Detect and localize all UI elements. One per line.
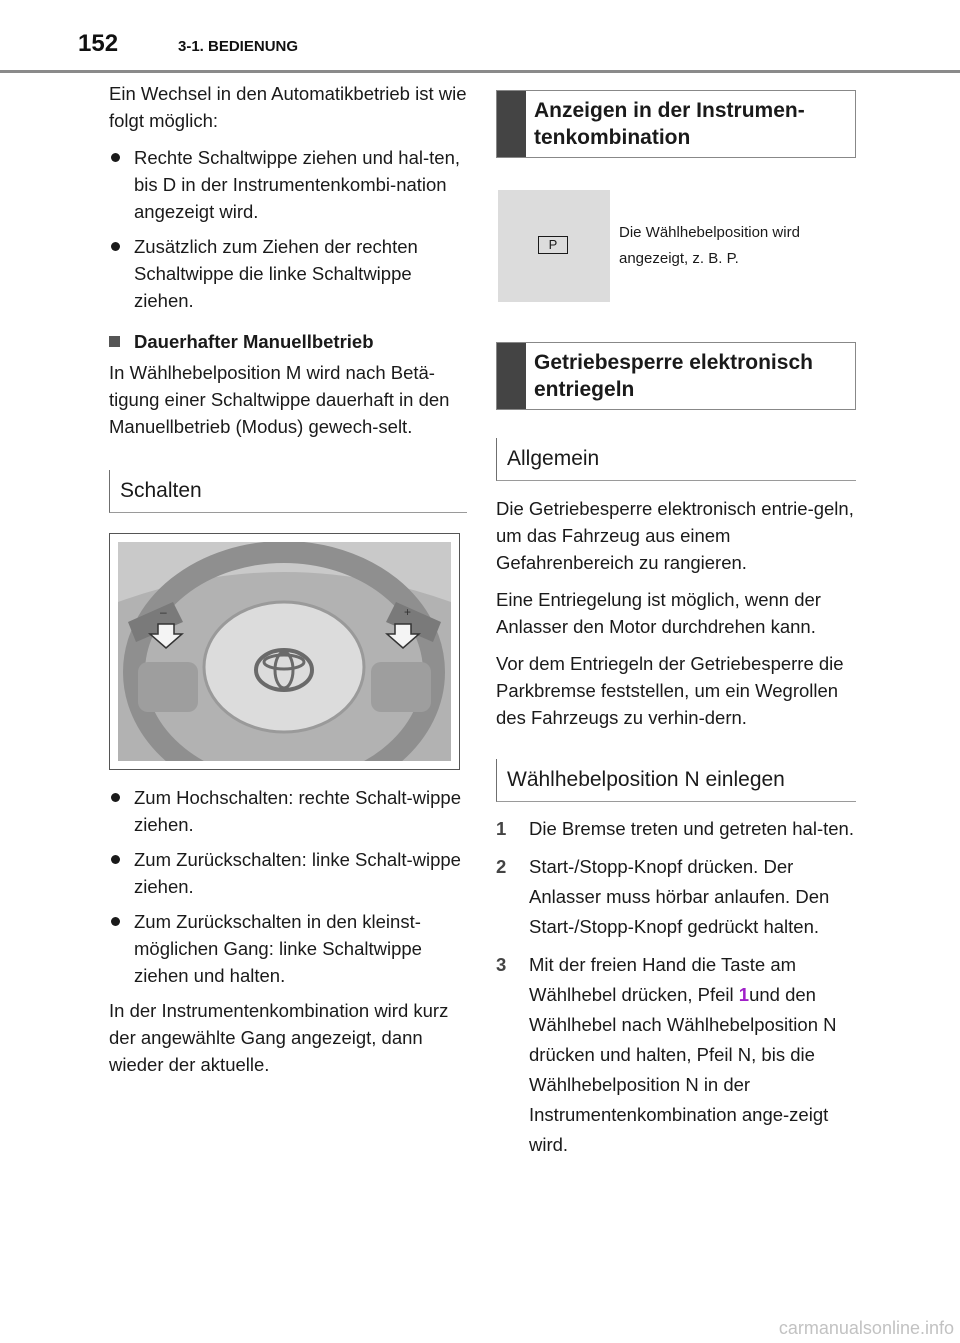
manual-text: In Wählhebelposition M wird nach Betä-tigung einer Schaltwippe dauerhaft in den Manuellbetrieb (Modus) gewech-selt. <box>109 362 450 437</box>
header-rule <box>0 70 960 73</box>
right-column <box>496 90 856 1168</box>
section-label: 3-1. BEDIENUNG <box>178 38 299 55</box>
bullet-item: Zum Hochschalten: rechte Schalt-wippe ziehen. <box>109 784 467 838</box>
step-item <box>496 814 856 844</box>
display-caption: Die Wählhebelposition wird angezeigt, z. B. P. <box>619 224 800 267</box>
heading-getriebesperre <box>496 342 856 410</box>
step-number: 3 <box>496 954 507 975</box>
paragraph: Die Getriebesperre elektronisch entrie-geln, um das Fahrzeug aus einem Gefahrenbereich zu rangieren. <box>496 498 854 573</box>
arrow-reference: 1 <box>738 984 750 1005</box>
steering-wheel-image <box>118 542 451 761</box>
heading-allgemein: Allgemein <box>496 438 856 481</box>
step-item <box>496 852 856 942</box>
step-text: Die Bremse treten und getreten hal-ten. <box>529 818 854 839</box>
step-text: Start-/Stopp-Knopf drücken. Der Anlasser muss hörbar anlaufen. Den Start-/Stopp-Knopf gedrückt halten. <box>529 856 830 937</box>
heading-anzeigen-label: Anzeigen in der Instrumen-tenkombination <box>534 99 805 149</box>
plus-label: + <box>404 605 412 619</box>
step-text-after: und den Wählhebel nach Wählhebelposition N drücken und halten, Pfeil N, bis die Wählhebelposition N in der Instrumentenkombination ange-zeigt wird. <box>529 984 837 1155</box>
page-number: 152 <box>78 30 119 57</box>
closing-text: In der Instrumentenkombination wird kurz der angewählte Gang angezeigt, dann wieder der aktuelle. <box>109 1000 449 1075</box>
paragraph: Vor dem Entriegeln der Getriebesperre die Parkbremse feststellen, um ein Wegrollen des Fahrzeugs zu verhin-dern. <box>496 653 844 728</box>
step-text-before: Mit der freien Hand die Taste am Wählhebel drücken, Pfeil <box>529 954 797 1005</box>
steps-list <box>496 814 856 1160</box>
heading-bar <box>497 343 526 409</box>
intro-text: Ein Wechsel in den Automatikbetrieb ist wie folgt möglich: <box>109 83 467 131</box>
heading-getriebesperre-label: Getriebesperre elektronisch entriegeln <box>534 351 813 401</box>
subheading-label: Dauerhafter Manuellbetrieb <box>134 331 374 352</box>
bullet-item: Zum Zurückschalten in den kleinst-möglichen Gang: linke Schaltwippe ziehen und halten. <box>109 908 467 989</box>
bullet-item: Rechte Schaltwippe ziehen und hal-ten, bis D in der Instrumentenkombi-nation angezeigt wird. <box>109 144 467 225</box>
display-example <box>498 190 856 302</box>
heading-waehlhebel: Wählhebelposition N einlegen <box>496 759 856 802</box>
subheading <box>109 328 467 355</box>
step-number: 2 <box>496 856 507 877</box>
left-column <box>109 80 467 1078</box>
instrument-display-image <box>498 190 610 302</box>
heading-bar <box>497 91 526 157</box>
paragraph: Eine Entriegelung ist möglich, wenn der Anlasser den Motor durchdrehen kann. <box>496 589 821 637</box>
bullet-item: Zusätzlich zum Ziehen der rechten Schaltwippe die linke Schaltwippe ziehen. <box>109 233 467 314</box>
square-bullet-icon <box>109 336 120 347</box>
steering-wheel-figure <box>109 533 460 770</box>
step-number: 1 <box>496 818 507 839</box>
heading-schalten: Schalten <box>109 470 467 513</box>
step-item <box>496 950 856 1160</box>
steering-wheel-illustration <box>118 542 451 761</box>
minus-label: – <box>160 605 167 619</box>
gear-indicator-p: P <box>538 236 568 254</box>
heading-anzeigen <box>496 90 856 158</box>
bullet-list-automatic <box>109 144 467 314</box>
bullet-list-shifting <box>109 784 467 989</box>
watermark: carmanualsonline.info <box>778 1318 954 1338</box>
bullet-item: Zum Zurückschalten: linke Schalt-wippe ziehen. <box>109 846 467 900</box>
step-text <box>529 950 856 1160</box>
